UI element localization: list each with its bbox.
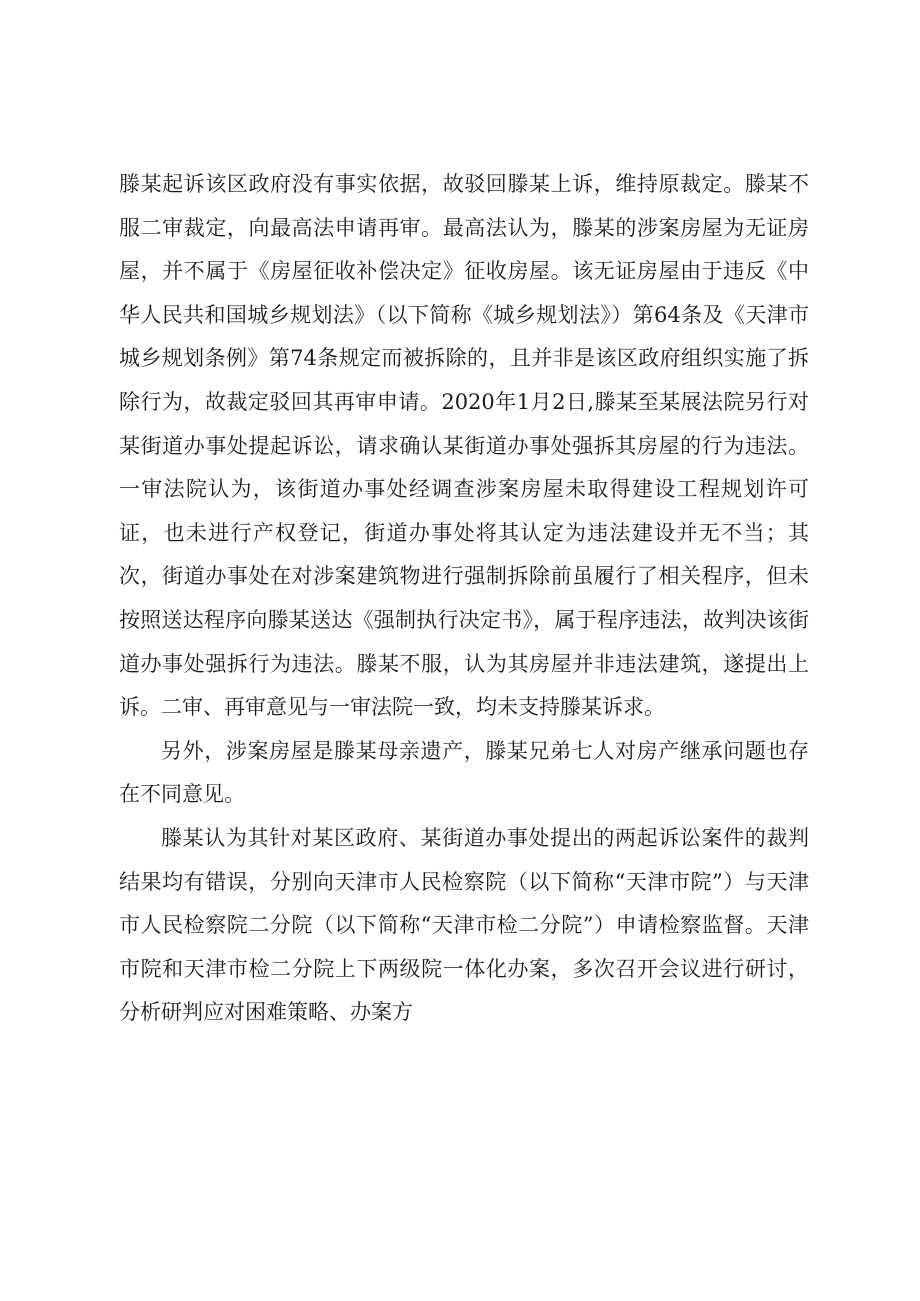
paragraph-1: 滕某起诉该区政府没有事实依据，故驳回滕某上诉，维持原裁定。滕某不服二审裁定，向最高法申请再审。最高法认为，滕某的涉案房屋为无证房屋，并不属于《房屋征收补偿决定》征收房屋。该无证房屋由于违反《中华人民共和国城乡规划法》（以下简称《城乡规划法》）第64条及《天津市城乡规划条例》第74条规定而被拆除的，且并非是该区政府组织实施了拆除行为，故裁定驳回其再审申请。2020年1月2日,滕某至某展法院另行对某街道办事处提起诉讼，请求确认某街道办事处强拆其房屋的行为违法。一审法院认为，该街道办事处经调查涉案房屋未取得建设工程规划许可证，也未进行产权登记，街道办事处将其认定为违法建设并无不当；其次，街道办事处在对涉案建筑物进行强制拆除前虽履行了相关程序，但未按照送达程序向滕某送达《强制执行决定书》，属于程序违法，故判决该街道办事处强拆行为违法。滕某不服，认为其房屋并非违法建筑，遂提出上诉。二审、再审意见与一审法院一致，均未支持滕某诉求。 <box>119 172 809 720</box>
document-body <box>119 163 809 1035</box>
paragraph-3: 滕某认为其针对某区政府、某街道办事处提出的两起诉讼案件的裁判结果均有错误，分别向天津市人民检察院（以下简称“天津市院”）与天津市人民检察院二分院（以下简称“天津市检二分院”）申请检察监督。天津市院和天津市检二分院上下两级院一体化办案，多次召开会议进行研讨，分析研判应对困难策略、办案方 <box>119 825 809 1025</box>
paragraph-2: 另外，涉案房屋是滕某母亲遗产，滕某兄弟七人对房产继承问题也存在不同意见。 <box>119 738 809 807</box>
